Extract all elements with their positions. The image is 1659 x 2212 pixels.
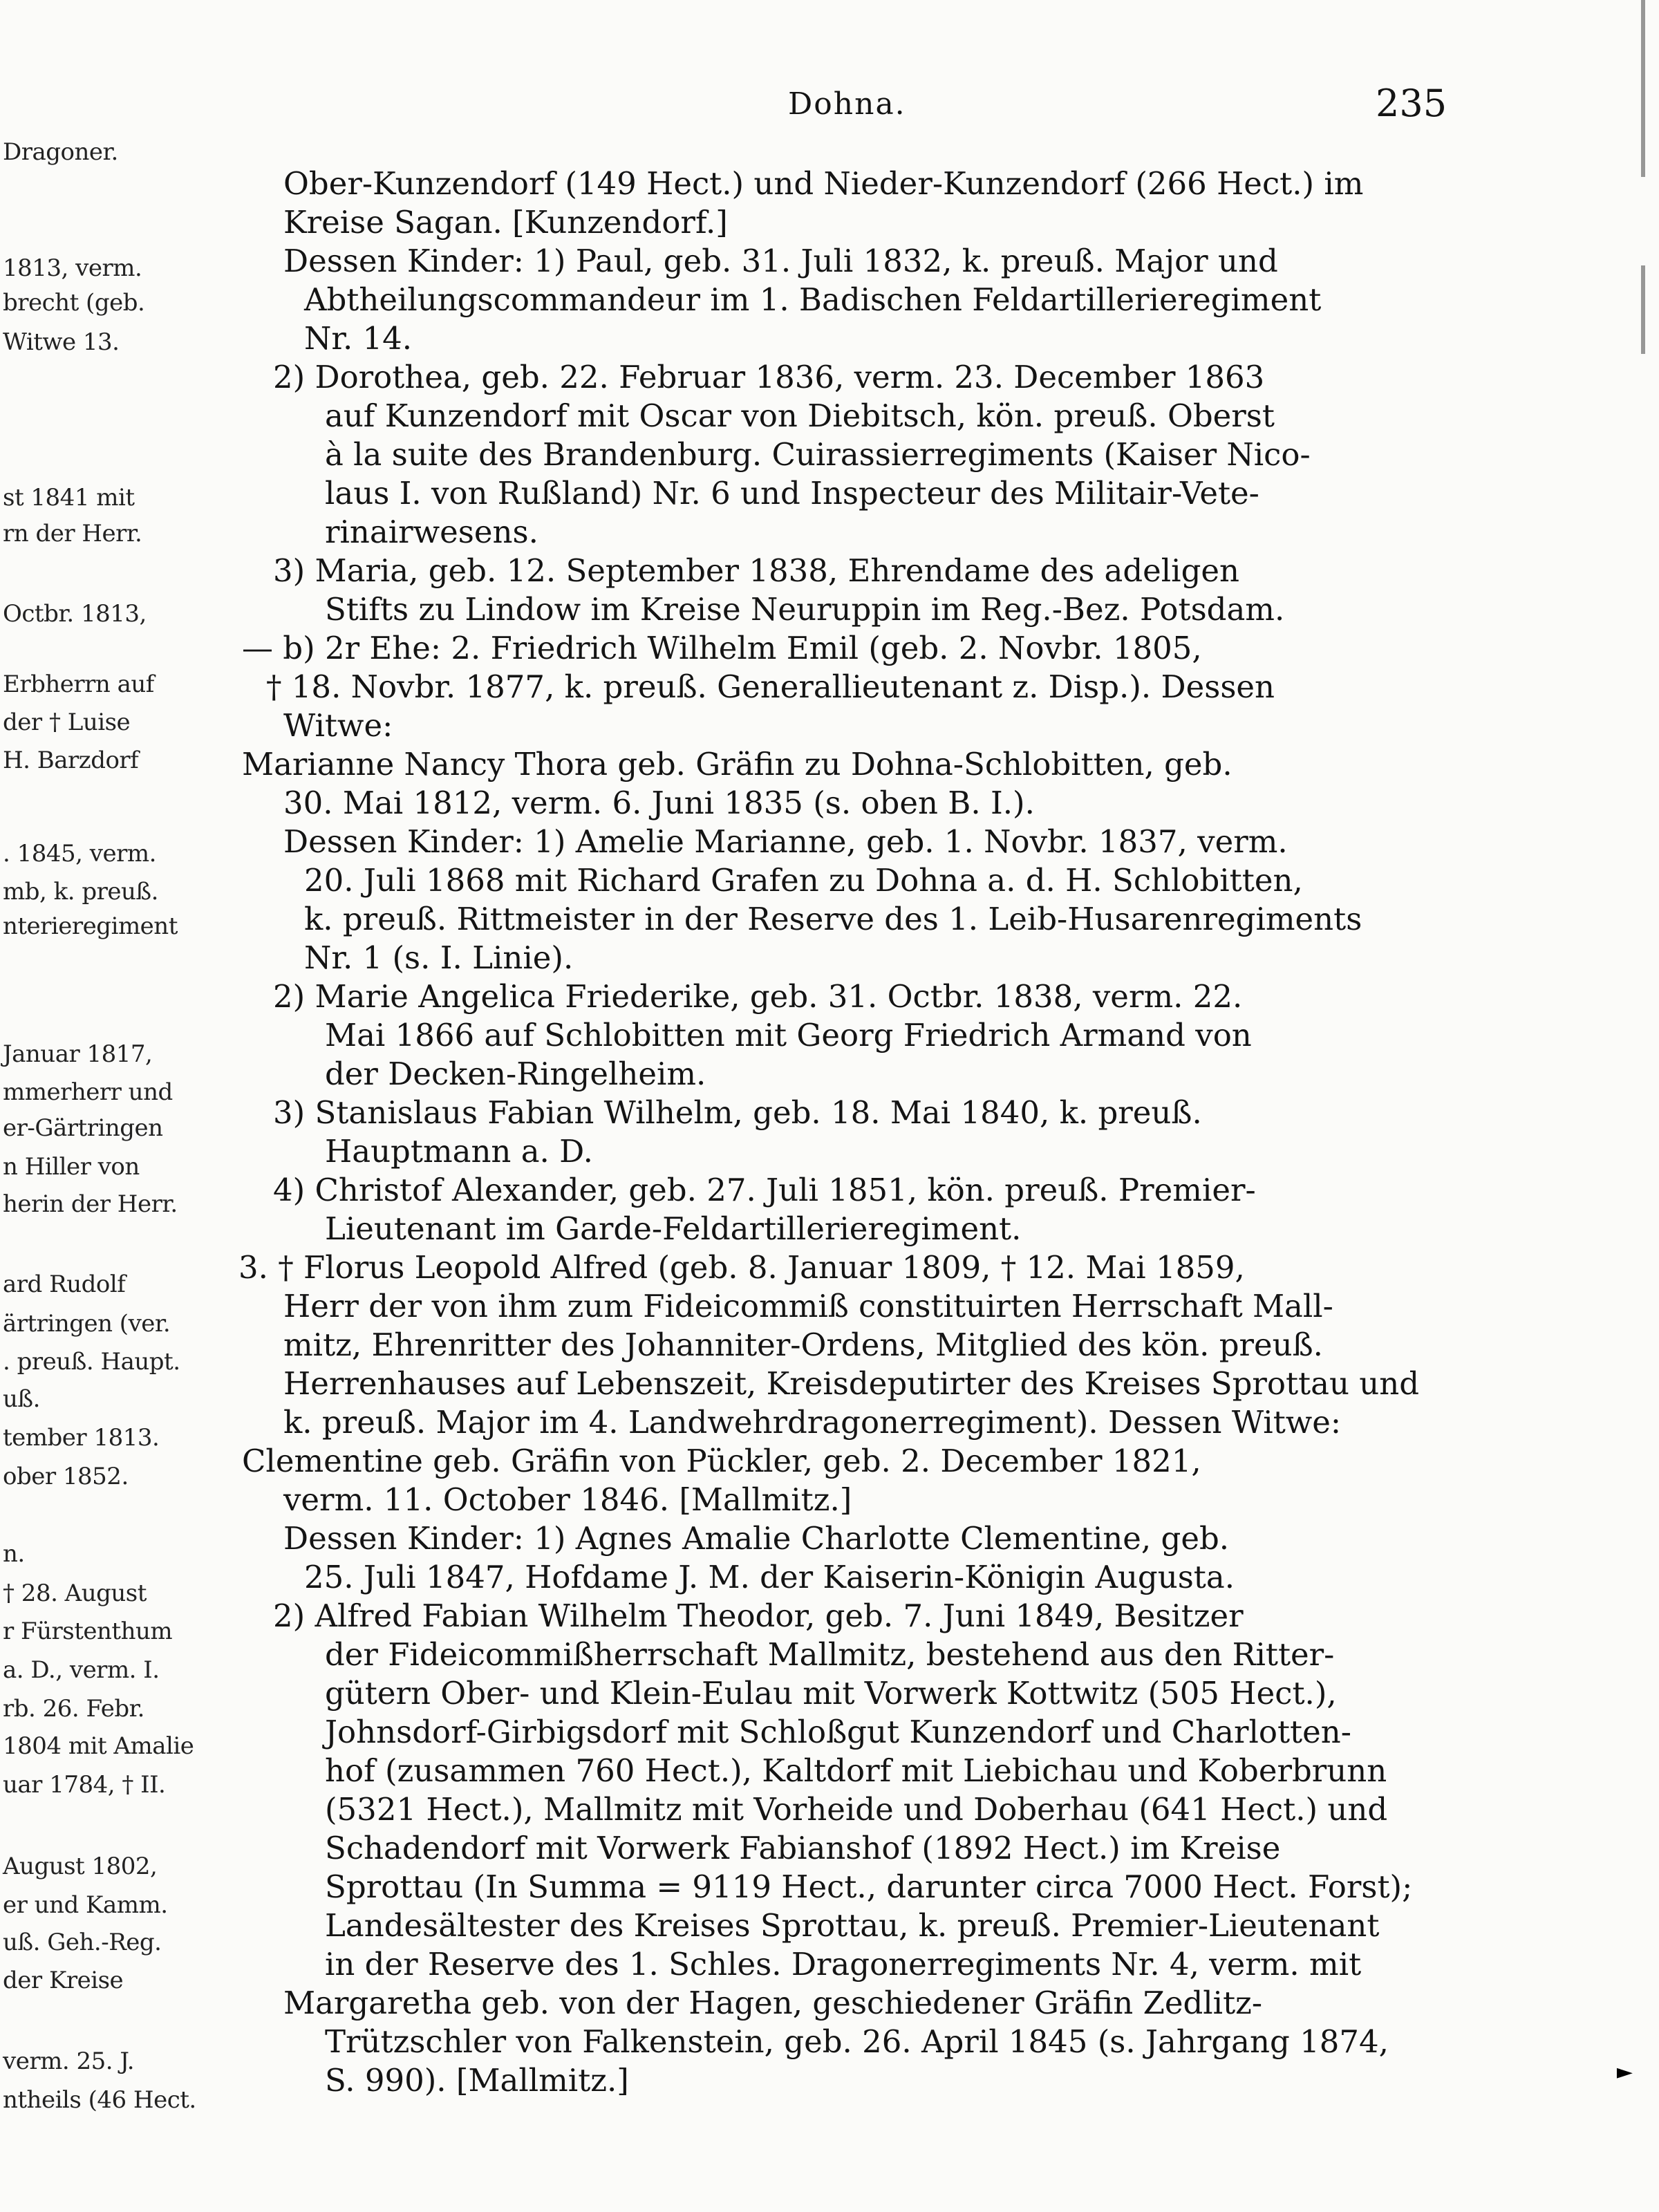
text-line: in der Reserve des 1. Schles. Dragonerregiments Nr. 4, verm. mit	[325, 1946, 1362, 1983]
scan-artifact-arrow-icon: ►	[1616, 2060, 1633, 2084]
margin-fragment: 1804 mit Amalie	[3, 1732, 194, 1760]
margin-fragment: ärtringen (ver.	[3, 1310, 171, 1338]
margin-fragment: mb, k. preuß.	[3, 878, 158, 906]
margin-fragment: der † Luise	[3, 709, 131, 736]
text-line: der Decken-Ringelheim.	[325, 1056, 706, 1092]
text-line: Landesältester des Kreises Sprottau, k. preuß. Premier-Lieutenant	[325, 1907, 1380, 1944]
margin-fragment: n.	[3, 1540, 25, 1568]
text-line: 4) Christof Alexander, geb. 27. Juli 1851, kön. preuß. Premier-	[273, 1172, 1256, 1208]
margin-fragment: n Hiller von	[3, 1153, 140, 1181]
text-line: Dessen Kinder: 1) Amelie Marianne, geb. 1. Novbr. 1837, verm.	[283, 823, 1288, 860]
margin-fragment: herin der Herr.	[3, 1190, 178, 1218]
text-line: — b) 2r Ehe: 2. Friedrich Wilhelm Emil (geb. 2. Novbr. 1805,	[242, 630, 1202, 666]
text-line: 3) Stanislaus Fabian Wilhelm, geb. 18. Mai 1840, k. preuß.	[273, 1094, 1202, 1131]
text-line: Hauptmann a. D.	[325, 1133, 593, 1170]
text-line: der Fideicommißherrschaft Mallmitz, bestehend aus den Ritter-	[325, 1636, 1335, 1673]
text-line: k. preuß. Rittmeister in der Reserve des 1. Leib-Husarenregiments	[304, 901, 1362, 937]
margin-fragment: Witwe 13.	[3, 328, 120, 356]
margin-fragment: rb. 26. Febr.	[3, 1695, 144, 1723]
margin-fragment: er und Kamm.	[3, 1891, 168, 1919]
margin-fragment: r Fürstenthum	[3, 1618, 173, 1645]
margin-fragment: H. Barzdorf	[3, 747, 139, 774]
margin-fragment: a. D., verm. I.	[3, 1656, 160, 1684]
margin-fragment: verm. 25. J.	[3, 2047, 135, 2075]
margin-fragment: brecht (geb.	[3, 289, 145, 317]
text-line: verm. 11. October 1846. [Mallmitz.]	[283, 1481, 852, 1518]
margin-fragment: st 1841 mit	[3, 484, 135, 512]
margin-fragment: 1813, verm.	[3, 254, 142, 282]
margin-fragment: er-Gärtringen	[3, 1114, 163, 1142]
text-line: laus I. von Rußland) Nr. 6 und Inspecteur des Militair-Vete-	[325, 475, 1259, 512]
text-line: Witwe:	[283, 707, 393, 744]
text-line: 25. Juli 1847, Hofdame J. M. der Kaiserin-Königin Augusta.	[304, 1559, 1235, 1595]
margin-fragment: † 28. August	[3, 1580, 147, 1607]
text-line: 2) Alfred Fabian Wilhelm Theodor, geb. 7. Juni 1849, Besitzer	[273, 1597, 1244, 1634]
margin-fragment: August 1802,	[3, 1853, 158, 1880]
text-line: Mai 1866 auf Schlobitten mit Georg Friedrich Armand von	[325, 1017, 1252, 1053]
text-line: Dessen Kinder: 1) Agnes Amalie Charlotte Clementine, geb.	[283, 1520, 1230, 1557]
text-line: 20. Juli 1868 mit Richard Grafen zu Dohna a. d. H. Schlobitten,	[304, 862, 1303, 899]
text-line: Kreise Sagan. [Kunzendorf.]	[283, 204, 728, 241]
text-line: Nr. 14.	[304, 320, 413, 357]
text-line: Stifts zu Lindow im Kreise Neuruppin im Reg.-Bez. Potsdam.	[325, 591, 1285, 628]
text-line: 2) Dorothea, geb. 22. Februar 1836, verm. 23. December 1863	[273, 359, 1265, 395]
text-line: † 18. Novbr. 1877, k. preuß. Generallieutenant z. Disp.). Dessen	[266, 668, 1275, 705]
text-line: Ober-Kunzendorf (149 Hect.) und Nieder-Kunzendorf (266 Hect.) im	[283, 165, 1364, 202]
margin-fragment: Januar 1817,	[3, 1040, 153, 1068]
text-line: Lieutenant im Garde-Feldartillerieregiment.	[325, 1210, 1022, 1247]
facing-page-fragments	[0, 0, 196, 2212]
running-header: Dohna.	[788, 86, 906, 122]
margin-fragment: der Kreise	[3, 1967, 124, 1994]
text-line: Nr. 1 (s. I. Linie).	[304, 939, 574, 976]
margin-fragment: . 1845, verm.	[3, 840, 156, 868]
margin-fragment: rn der Herr.	[3, 520, 142, 547]
text-line: Abtheilungscommandeur im 1. Badischen Feldartillerieregiment	[304, 281, 1322, 318]
text-line: S. 990). [Mallmitz.]	[325, 2062, 629, 2099]
text-line: Herrenhauses auf Lebenszeit, Kreisdeputirter des Kreises Sprottau und	[283, 1365, 1420, 1402]
text-line: hof (zusammen 760 Hect.), Kaltdorf mit Liebichau und Koberbrunn	[325, 1752, 1387, 1789]
margin-fragment: Erbherrn auf	[3, 671, 154, 698]
text-line: Herr der von ihm zum Fideicommiß constituirten Herrschaft Mall-	[283, 1288, 1333, 1324]
margin-fragment: mmerherr und	[3, 1078, 173, 1106]
margin-fragment: ober 1852.	[3, 1463, 129, 1490]
margin-fragment: Octbr. 1813,	[3, 600, 147, 628]
text-line: Sprottau (In Summa = 9119 Hect., darunter circa 7000 Hect. Forst);	[325, 1868, 1413, 1905]
margin-fragment: uar 1784, † II.	[3, 1771, 166, 1799]
text-line: 3. † Florus Leopold Alfred (geb. 8. Januar 1809, † 12. Mai 1859,	[238, 1249, 1245, 1286]
margin-fragment: uß.	[3, 1385, 40, 1413]
margin-fragment: . preuß. Haupt.	[3, 1348, 180, 1376]
text-line: auf Kunzendorf mit Oscar von Diebitsch, kön. preuß. Oberst	[325, 397, 1275, 434]
text-line: gütern Ober- und Klein-Eulau mit Vorwerk Kottwitz (505 Hect.),	[325, 1675, 1337, 1712]
margin-fragment: ntheils (46 Hect.	[3, 2086, 196, 2114]
page-number: 235	[1376, 82, 1447, 125]
text-line: Marianne Nancy Thora geb. Gräfin zu Dohna-Schlobitten, geb.	[242, 746, 1232, 782]
text-line: Margaretha geb. von der Hagen, geschiedener Gräfin Zedlitz-	[283, 1985, 1263, 2021]
text-line: 3) Maria, geb. 12. September 1838, Ehrendame des adeligen	[273, 552, 1239, 589]
text-line: (5321 Hect.), Mallmitz mit Vorheide und Doberhau (641 Hect.) und	[325, 1791, 1388, 1828]
text-line: Clementine geb. Gräfin von Pückler, geb. 2. December 1821,	[242, 1443, 1201, 1479]
page-edge-shadow	[1641, 0, 1645, 2212]
margin-fragment: tember 1813.	[3, 1424, 160, 1452]
text-line: Johnsdorf-Girbigsdorf mit Schloßgut Kunzendorf und Charlotten-	[325, 1714, 1351, 1750]
margin-fragment: Dragoner.	[3, 138, 118, 166]
text-line: Trützschler von Falkenstein, geb. 26. April 1845 (s. Jahrgang 1874,	[325, 2023, 1389, 2060]
text-line: k. preuß. Major im 4. Landwehrdragonerregiment). Dessen Witwe:	[283, 1404, 1342, 1441]
margin-fragment: ard Rudolf	[3, 1271, 126, 1298]
margin-fragment: uß. Geh.-Reg.	[3, 1929, 162, 1956]
margin-fragment: nterieregiment	[3, 912, 178, 940]
text-line: mitz, Ehrenritter des Johanniter-Ordens, Mitglied des kön. preuß.	[283, 1327, 1323, 1363]
text-line: rinairwesens.	[325, 514, 538, 550]
text-line: 2) Marie Angelica Friederike, geb. 31. Octbr. 1838, verm. 22.	[273, 978, 1243, 1015]
text-line: Dessen Kinder: 1) Paul, geb. 31. Juli 1832, k. preuß. Major und	[283, 243, 1278, 279]
text-line: Schadendorf mit Vorwerk Fabianshof (1892 Hect.) im Kreise	[325, 1830, 1281, 1866]
text-line: à la suite des Brandenburg. Cuirassierregiments (Kaiser Nico-	[325, 436, 1311, 473]
text-line: 30. Mai 1812, verm. 6. Juni 1835 (s. oben B. I.).	[283, 785, 1035, 821]
